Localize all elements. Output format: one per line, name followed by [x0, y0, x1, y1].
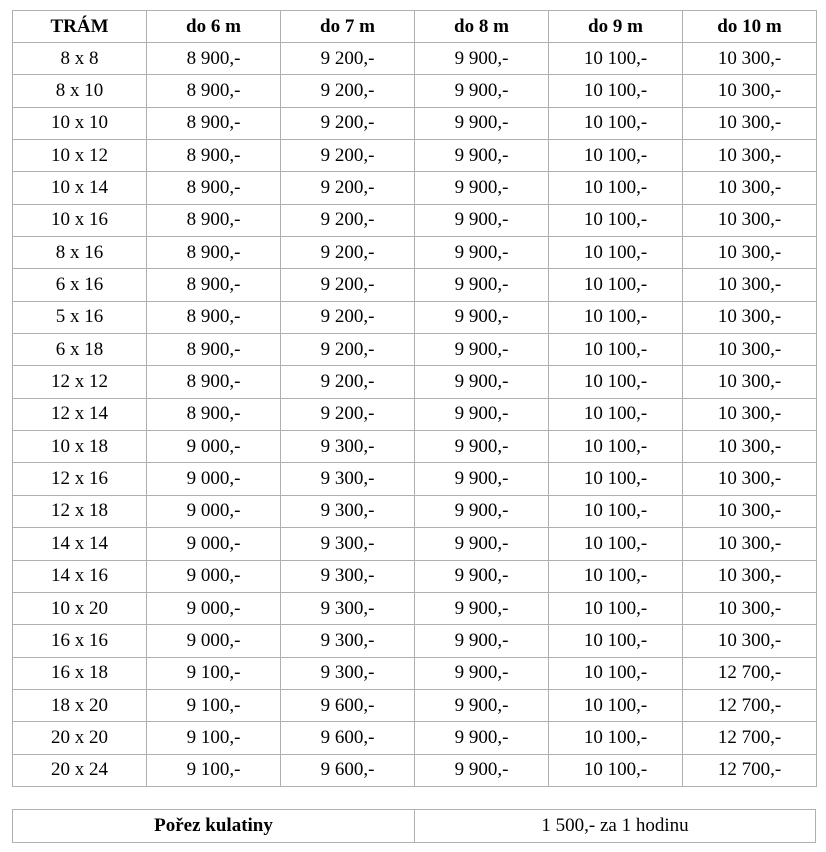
cell-price-8m: 9 900,- — [415, 657, 549, 689]
cell-price-7m: 9 200,- — [281, 269, 415, 301]
cell-price-10m: 12 700,- — [683, 657, 817, 689]
cell-beam-size: 10 x 16 — [13, 204, 147, 236]
cell-beam-size: 14 x 14 — [13, 528, 147, 560]
cell-price-10m: 10 300,- — [683, 463, 817, 495]
table-row — [13, 237, 817, 269]
cell-price-9m: 10 100,- — [549, 237, 683, 269]
cell-price-6m: 9 100,- — [147, 657, 281, 689]
cell-price-6m: 8 900,- — [147, 172, 281, 204]
cell-beam-size: 18 x 20 — [13, 689, 147, 721]
cell-beam-size: 16 x 18 — [13, 657, 147, 689]
header-length-7m: do 7 m — [281, 11, 415, 43]
cell-price-7m: 9 200,- — [281, 237, 415, 269]
cell-price-7m: 9 200,- — [281, 172, 415, 204]
cell-price-9m: 10 100,- — [549, 431, 683, 463]
table-row — [13, 431, 817, 463]
table-row — [13, 528, 817, 560]
cell-beam-size: 16 x 16 — [13, 625, 147, 657]
cell-price-6m: 8 900,- — [147, 43, 281, 75]
header-beam: TRÁM — [13, 11, 147, 43]
cell-price-6m: 8 900,- — [147, 75, 281, 107]
cell-beam-size: 12 x 12 — [13, 366, 147, 398]
cell-price-7m: 9 300,- — [281, 560, 415, 592]
table-row — [13, 689, 817, 721]
cell-price-8m: 9 900,- — [415, 560, 549, 592]
cell-price-10m: 12 700,- — [683, 722, 817, 754]
cell-price-7m: 9 600,- — [281, 689, 415, 721]
table-row — [13, 107, 817, 139]
cell-price-6m: 9 100,- — [147, 689, 281, 721]
cell-beam-size: 12 x 16 — [13, 463, 147, 495]
cell-price-8m: 9 900,- — [415, 237, 549, 269]
cell-price-8m: 9 900,- — [415, 398, 549, 430]
cell-price-8m: 9 900,- — [415, 75, 549, 107]
cell-price-7m: 9 300,- — [281, 431, 415, 463]
price-table-body — [13, 43, 817, 787]
cell-price-7m: 9 200,- — [281, 334, 415, 366]
cell-price-10m: 10 300,- — [683, 75, 817, 107]
cell-price-8m: 9 900,- — [415, 689, 549, 721]
cell-beam-size: 6 x 18 — [13, 334, 147, 366]
cutting-table — [12, 809, 816, 843]
cell-price-8m: 9 900,- — [415, 334, 549, 366]
cell-price-8m: 9 900,- — [415, 204, 549, 236]
table-row — [13, 560, 817, 592]
cell-price-10m: 10 300,- — [683, 140, 817, 172]
cell-price-10m: 10 300,- — [683, 560, 817, 592]
cell-price-9m: 10 100,- — [549, 366, 683, 398]
cell-price-9m: 10 100,- — [549, 495, 683, 527]
cell-beam-size: 10 x 18 — [13, 431, 147, 463]
table-row — [13, 722, 817, 754]
table-row — [13, 366, 817, 398]
cell-price-7m: 9 200,- — [281, 301, 415, 333]
cell-price-7m: 9 200,- — [281, 75, 415, 107]
cell-price-9m: 10 100,- — [549, 689, 683, 721]
cell-price-7m: 9 200,- — [281, 140, 415, 172]
cell-price-8m: 9 900,- — [415, 722, 549, 754]
cell-beam-size: 12 x 14 — [13, 398, 147, 430]
cell-price-7m: 9 300,- — [281, 592, 415, 624]
cell-price-9m: 10 100,- — [549, 657, 683, 689]
cell-price-10m: 10 300,- — [683, 204, 817, 236]
cell-beam-size: 8 x 16 — [13, 237, 147, 269]
cell-price-7m: 9 200,- — [281, 204, 415, 236]
cell-price-8m: 9 900,- — [415, 495, 549, 527]
cell-price-6m: 8 900,- — [147, 301, 281, 333]
cell-price-9m: 10 100,- — [549, 204, 683, 236]
cell-price-8m: 9 900,- — [415, 625, 549, 657]
header-length-6m: do 6 m — [147, 11, 281, 43]
cell-price-6m: 9 100,- — [147, 722, 281, 754]
cell-price-6m: 9 100,- — [147, 754, 281, 786]
cell-price-7m: 9 200,- — [281, 43, 415, 75]
cell-price-8m: 9 900,- — [415, 431, 549, 463]
cell-price-6m: 9 000,- — [147, 560, 281, 592]
cell-price-8m: 9 900,- — [415, 463, 549, 495]
cell-price-6m: 8 900,- — [147, 204, 281, 236]
cell-price-8m: 9 900,- — [415, 528, 549, 560]
cell-price-6m: 8 900,- — [147, 334, 281, 366]
cell-price-8m: 9 900,- — [415, 592, 549, 624]
cell-price-7m: 9 300,- — [281, 528, 415, 560]
cell-price-6m: 8 900,- — [147, 269, 281, 301]
cell-price-7m: 9 200,- — [281, 366, 415, 398]
cell-price-10m: 10 300,- — [683, 366, 817, 398]
table-row — [13, 625, 817, 657]
table-row — [13, 172, 817, 204]
cell-price-6m: 9 000,- — [147, 592, 281, 624]
cell-price-9m: 10 100,- — [549, 625, 683, 657]
cell-price-6m: 9 000,- — [147, 431, 281, 463]
cell-price-9m: 10 100,- — [549, 334, 683, 366]
header-length-8m: do 8 m — [415, 11, 549, 43]
cell-price-10m: 10 300,- — [683, 269, 817, 301]
cell-price-10m: 10 300,- — [683, 625, 817, 657]
cell-price-6m: 9 000,- — [147, 625, 281, 657]
cell-price-9m: 10 100,- — [549, 754, 683, 786]
cell-price-6m: 9 000,- — [147, 495, 281, 527]
cell-price-9m: 10 100,- — [549, 528, 683, 560]
cell-price-10m: 10 300,- — [683, 592, 817, 624]
cell-price-9m: 10 100,- — [549, 592, 683, 624]
table-row — [13, 754, 817, 786]
table-row — [13, 334, 817, 366]
cutting-price: 1 500,- za 1 hodinu — [415, 810, 816, 843]
cell-price-10m: 10 300,- — [683, 495, 817, 527]
cell-beam-size: 10 x 20 — [13, 592, 147, 624]
cell-price-6m: 8 900,- — [147, 398, 281, 430]
cell-price-7m: 9 600,- — [281, 754, 415, 786]
cell-price-10m: 10 300,- — [683, 172, 817, 204]
cell-price-10m: 10 300,- — [683, 301, 817, 333]
cell-beam-size: 8 x 8 — [13, 43, 147, 75]
cell-price-9m: 10 100,- — [549, 560, 683, 592]
cell-price-8m: 9 900,- — [415, 754, 549, 786]
cell-price-9m: 10 100,- — [549, 301, 683, 333]
cell-price-8m: 9 900,- — [415, 366, 549, 398]
cell-price-10m: 10 300,- — [683, 398, 817, 430]
table-row — [13, 463, 817, 495]
cell-beam-size: 5 x 16 — [13, 301, 147, 333]
cell-price-6m: 9 000,- — [147, 463, 281, 495]
table-row — [13, 140, 817, 172]
cell-price-10m: 10 300,- — [683, 43, 817, 75]
cell-price-9m: 10 100,- — [549, 722, 683, 754]
table-row — [13, 657, 817, 689]
cell-price-10m: 12 700,- — [683, 754, 817, 786]
cell-price-9m: 10 100,- — [549, 269, 683, 301]
table-row — [13, 398, 817, 430]
table-row — [13, 269, 817, 301]
cell-price-9m: 10 100,- — [549, 75, 683, 107]
table-row — [13, 204, 817, 236]
cell-beam-size: 20 x 20 — [13, 722, 147, 754]
cell-beam-size: 10 x 12 — [13, 140, 147, 172]
cell-price-8m: 9 900,- — [415, 269, 549, 301]
cell-price-7m: 9 300,- — [281, 495, 415, 527]
cell-price-8m: 9 900,- — [415, 43, 549, 75]
cell-price-9m: 10 100,- — [549, 140, 683, 172]
cell-beam-size: 10 x 10 — [13, 107, 147, 139]
cutting-row — [13, 810, 816, 843]
cell-price-6m: 8 900,- — [147, 140, 281, 172]
cell-price-10m: 10 300,- — [683, 334, 817, 366]
cell-beam-size: 6 x 16 — [13, 269, 147, 301]
header-length-10m: do 10 m — [683, 11, 817, 43]
cell-price-6m: 8 900,- — [147, 237, 281, 269]
cell-price-9m: 10 100,- — [549, 398, 683, 430]
table-row — [13, 43, 817, 75]
cell-price-10m: 10 300,- — [683, 107, 817, 139]
cell-price-7m: 9 200,- — [281, 398, 415, 430]
cell-price-10m: 12 700,- — [683, 689, 817, 721]
cell-price-8m: 9 900,- — [415, 140, 549, 172]
table-row — [13, 592, 817, 624]
cell-beam-size: 8 x 10 — [13, 75, 147, 107]
cell-price-9m: 10 100,- — [549, 463, 683, 495]
cell-price-6m: 8 900,- — [147, 366, 281, 398]
cell-price-9m: 10 100,- — [549, 107, 683, 139]
cell-price-10m: 10 300,- — [683, 528, 817, 560]
cell-price-7m: 9 300,- — [281, 657, 415, 689]
header-row — [13, 11, 817, 43]
cell-beam-size: 10 x 14 — [13, 172, 147, 204]
cell-price-9m: 10 100,- — [549, 172, 683, 204]
cell-price-10m: 10 300,- — [683, 237, 817, 269]
cell-price-6m: 9 000,- — [147, 528, 281, 560]
cell-price-6m: 8 900,- — [147, 107, 281, 139]
cutting-label: Pořez kulatiny — [13, 810, 415, 843]
cell-price-9m: 10 100,- — [549, 43, 683, 75]
cell-beam-size: 20 x 24 — [13, 754, 147, 786]
table-row — [13, 301, 817, 333]
table-row — [13, 495, 817, 527]
cell-price-7m: 9 300,- — [281, 463, 415, 495]
price-table — [12, 10, 817, 787]
cell-beam-size: 14 x 16 — [13, 560, 147, 592]
cell-price-8m: 9 900,- — [415, 301, 549, 333]
cell-beam-size: 12 x 18 — [13, 495, 147, 527]
cell-price-7m: 9 600,- — [281, 722, 415, 754]
table-row — [13, 75, 817, 107]
cell-price-8m: 9 900,- — [415, 107, 549, 139]
cell-price-7m: 9 300,- — [281, 625, 415, 657]
header-length-9m: do 9 m — [549, 11, 683, 43]
cell-price-8m: 9 900,- — [415, 172, 549, 204]
cell-price-7m: 9 200,- — [281, 107, 415, 139]
cell-price-10m: 10 300,- — [683, 431, 817, 463]
